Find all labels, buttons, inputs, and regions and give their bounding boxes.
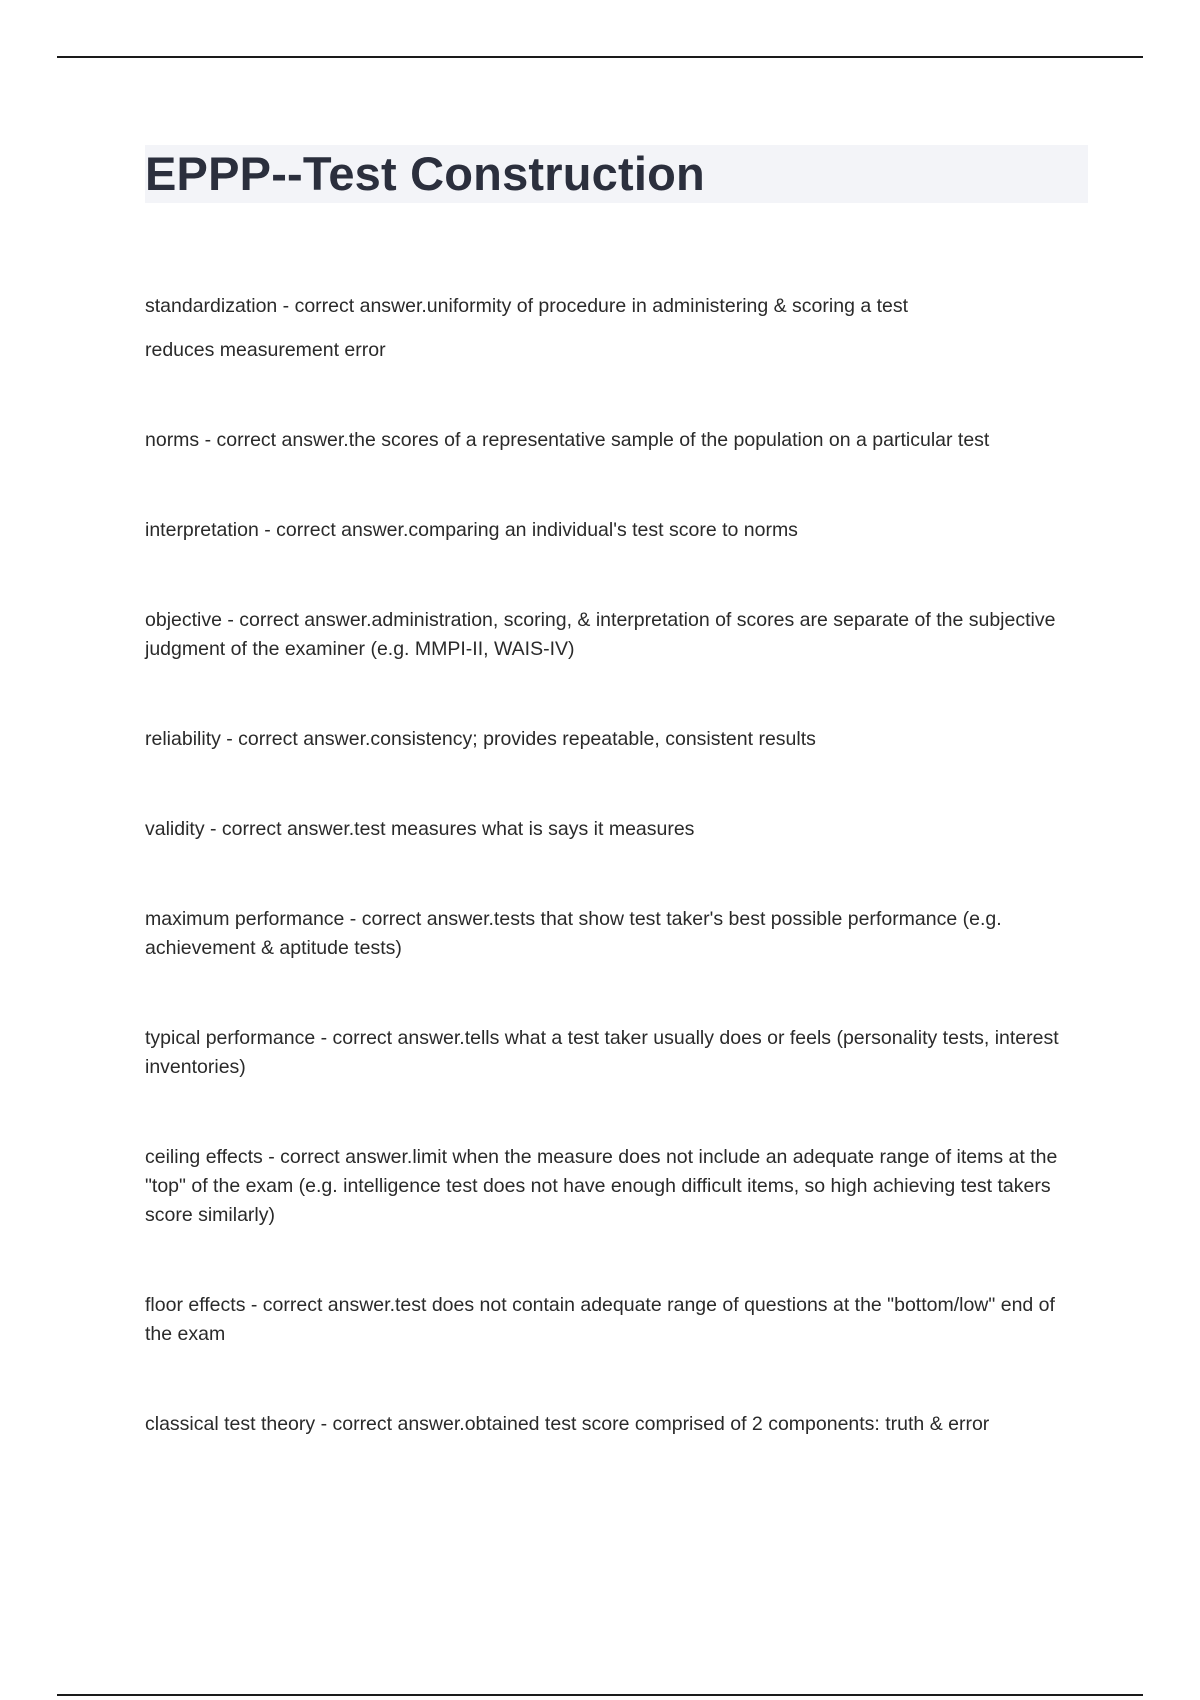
entry-text: standardization - correct answer.uniformity of procedure in administering & scoring a test <box>145 295 909 317</box>
entry-classical-test-theory <box>145 1410 1085 1439</box>
entry-text: reliability - correct answer.consistency; provides repeatable, consistent results <box>145 728 816 750</box>
entry-text: validity - correct answer.test measures what is says it measures <box>145 818 695 840</box>
entry-floor-effects <box>145 1291 1085 1349</box>
entry-extra-text: reduces measurement error <box>145 339 386 361</box>
entry-text: floor effects - correct answer.test does not contain adequate range of questions at the "bottom/low" end of the exam <box>145 1294 1055 1345</box>
entry-text: maximum performance - correct answer.tests that show test taker's best possible performance (e.g. achievement & aptitude tests) <box>145 908 1002 959</box>
entry-text: norms - correct answer.the scores of a representative sample of the population on a particular test <box>145 429 990 451</box>
bottom-rule <box>57 1694 1143 1696</box>
entry-typical-performance <box>145 1024 1085 1082</box>
page-title: EPPP--Test Construction <box>145 147 705 200</box>
entry-text: interpretation - correct answer.comparing an individual's test score to norms <box>145 519 798 541</box>
entry-ceiling-effects <box>145 1143 1085 1230</box>
entries-list <box>145 292 1085 1500</box>
entry-text: objective - correct answer.administration, scoring, & interpretation of scores are separate of the subjective judgment of the examiner (e.g. MMPI-II, WAIS-IV) <box>145 609 1056 660</box>
entry-reliability <box>145 725 1085 754</box>
entry-norms <box>145 426 1085 455</box>
entry-objective <box>145 606 1085 664</box>
top-rule <box>57 56 1143 58</box>
entry-text: classical test theory - correct answer.obtained test score comprised of 2 components: truth & error <box>145 1413 990 1435</box>
entry-maximum-performance <box>145 905 1085 963</box>
entry-validity <box>145 815 1085 844</box>
entry-standardization <box>145 292 1085 365</box>
entry-text: typical performance - correct answer.tells what a test taker usually does or feels (personality tests, interest inventories) <box>145 1027 1059 1078</box>
entry-text: ceiling effects - correct answer.limit when the measure does not include an adequate range of items at the "top" of the exam (e.g. intelligence test does not have enough difficult items, so high achieving test takers score similarly) <box>145 1146 1058 1226</box>
entry-interpretation <box>145 516 1085 545</box>
